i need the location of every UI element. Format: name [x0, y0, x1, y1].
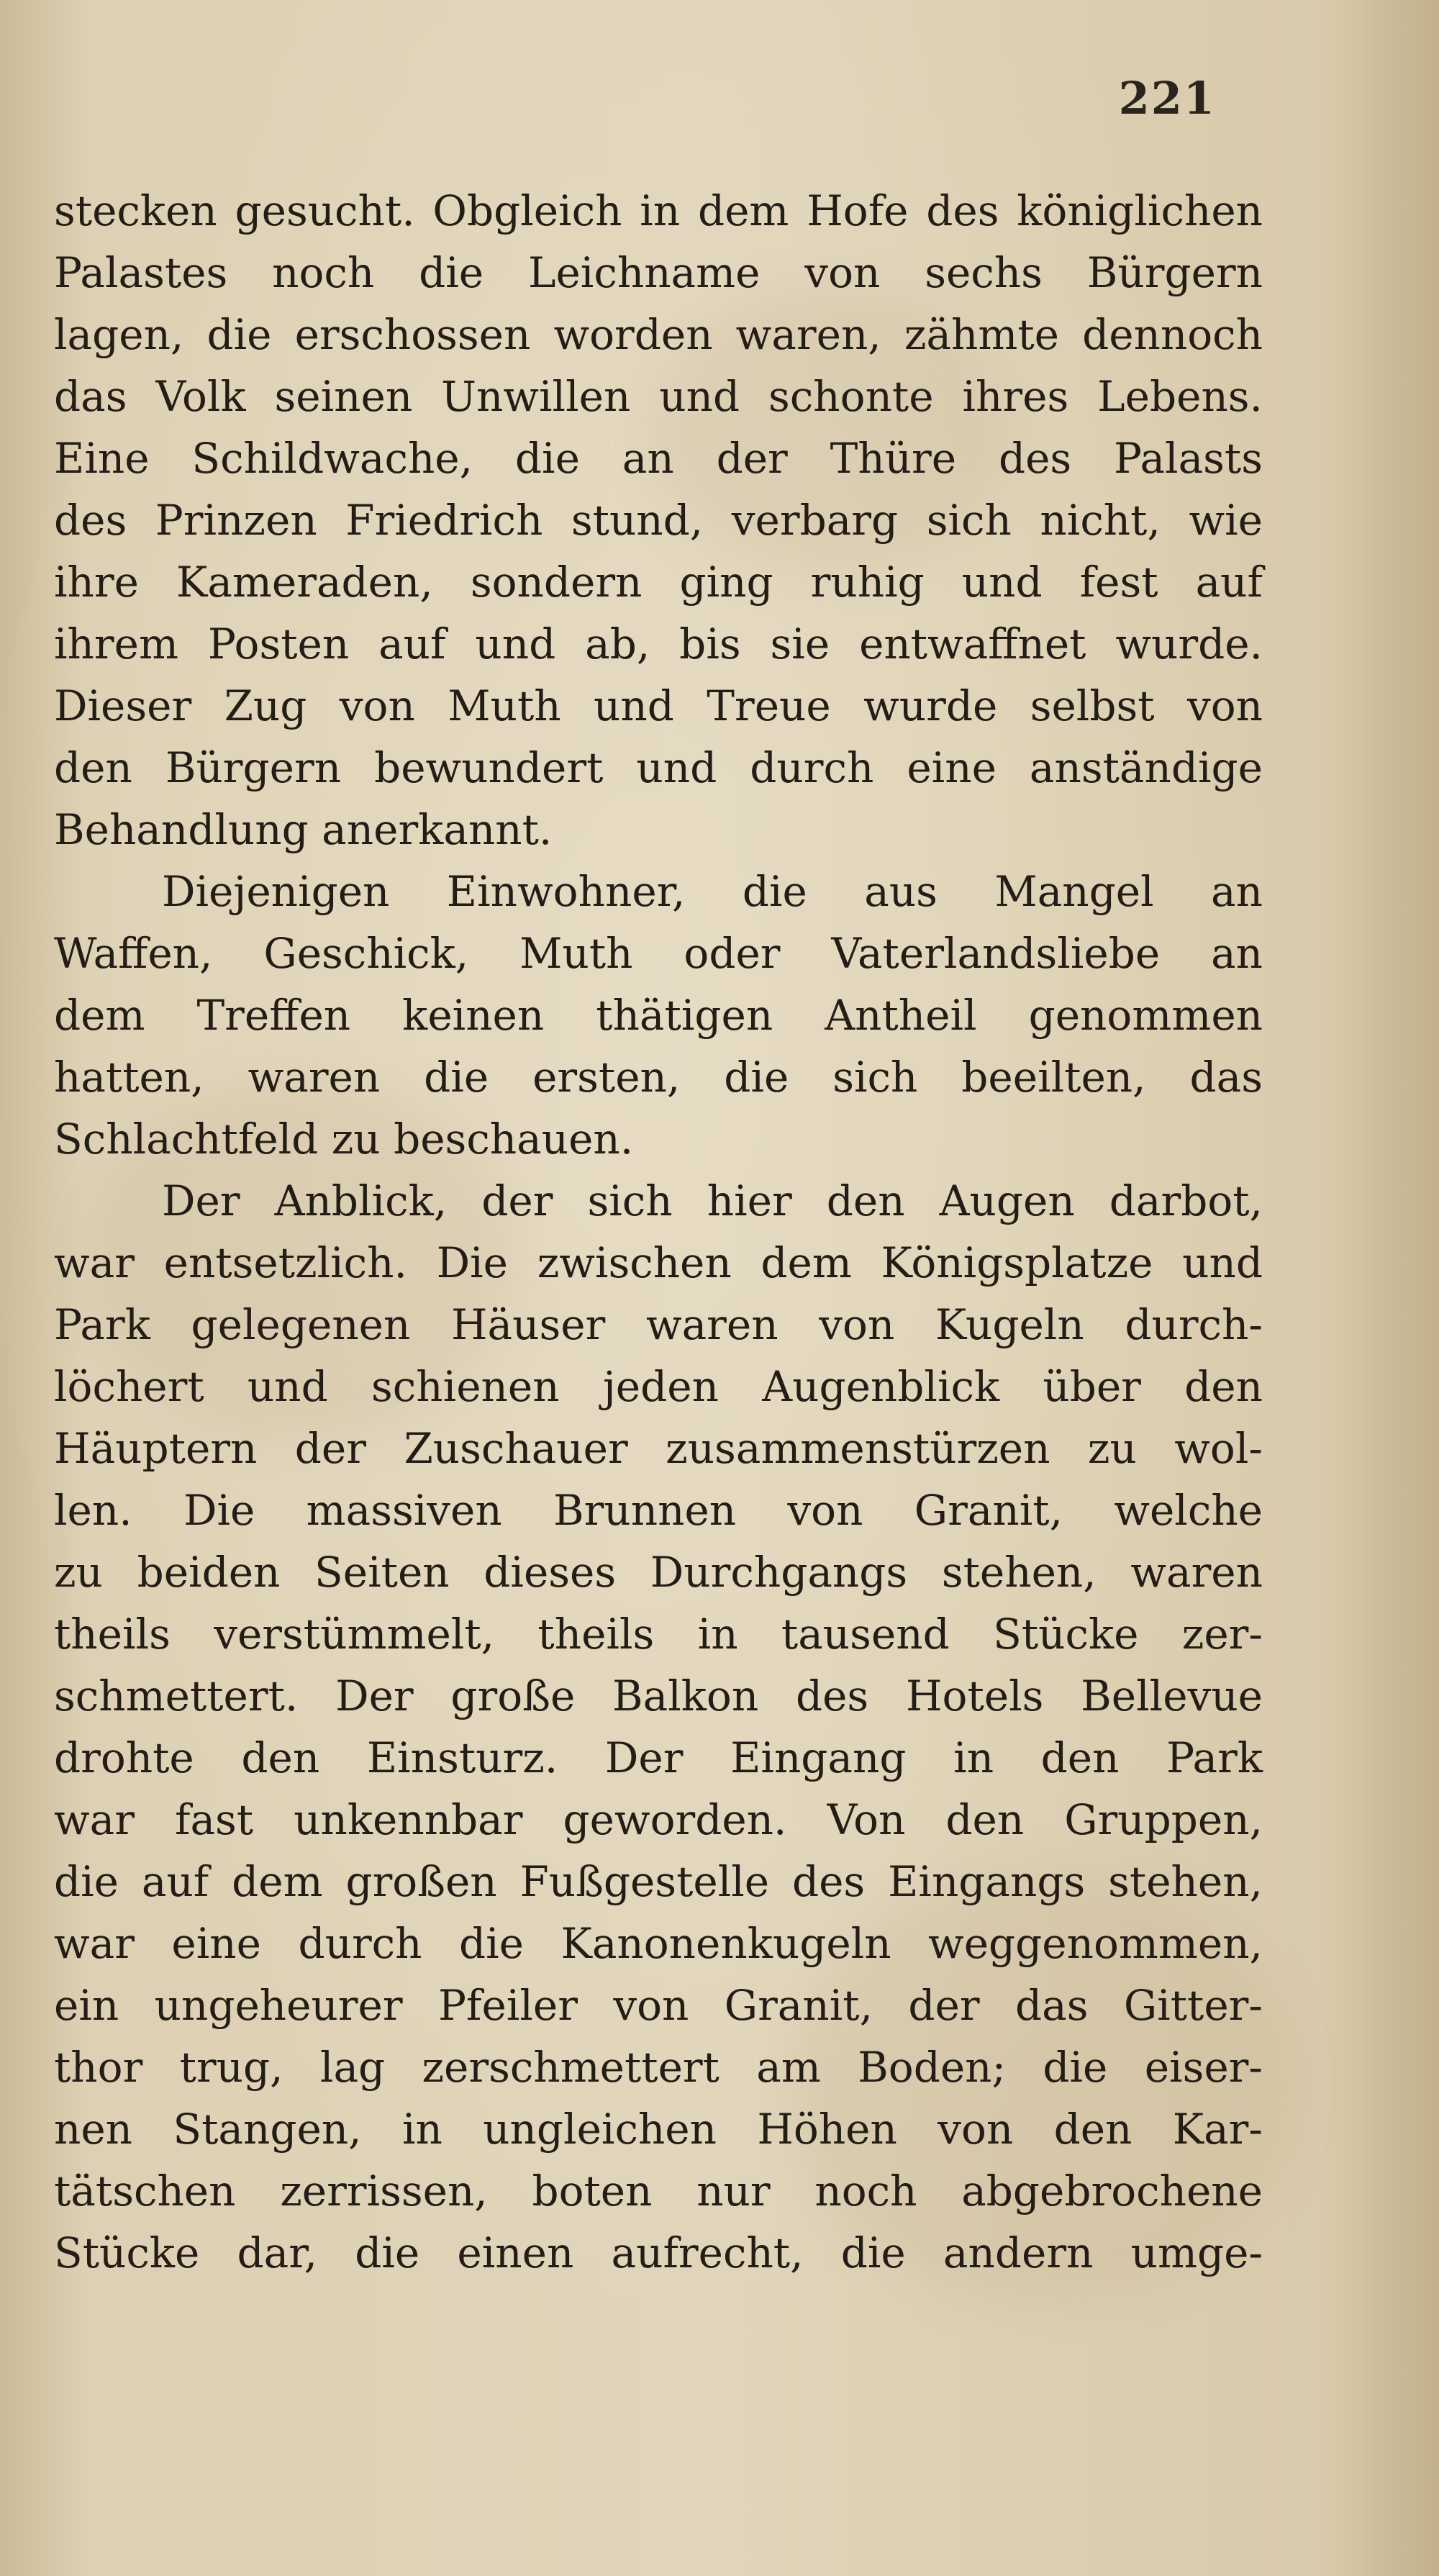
- text-line: Palastes noch die Leichname von sechs Bürgern: [54, 248, 1263, 297]
- text-line: die auf dem großen Fußgestelle des Eingangs stehen,: [54, 1857, 1263, 1906]
- text-line: len. Die massiven Brunnen von Granit, welche: [54, 1486, 1263, 1535]
- text-line: Der Anblick, der sich hier den Augen darbot,: [162, 1176, 1263, 1225]
- text-line: ein ungeheurer Pfeiler von Granit, der das Gitter-: [54, 1981, 1263, 2030]
- text-line: das Volk seinen Unwillen und schonte ihres Lebens.: [54, 372, 1263, 421]
- text-line: Dieser Zug von Muth und Treue wurde selbst von: [54, 681, 1263, 730]
- text-line: war eine durch die Kanonenkugeln weggenommen,: [54, 1919, 1263, 1968]
- text-line: Diejenigen Einwohner, die aus Mangel an: [162, 867, 1263, 916]
- text-line: Park gelegenen Häuser waren von Kugeln durch-: [54, 1300, 1263, 1349]
- page-number: 221: [1118, 72, 1216, 124]
- text-line: nen Stangen, in ungleichen Höhen von den Kar-: [54, 2105, 1263, 2154]
- text-line: zu beiden Seiten dieses Durchgangs stehen, waren: [54, 1548, 1263, 1597]
- text-line: Eine Schildwache, die an der Thüre des Palasts: [54, 434, 1263, 483]
- text-line: ihrem Posten auf und ab, bis sie entwaffnet wurde.: [54, 620, 1263, 668]
- text-line: tätschen zerrissen, boten nur noch abgebrochene: [54, 2167, 1263, 2216]
- text-line: Behandlung anerkannt.: [54, 805, 553, 854]
- text-line: schmettert. Der große Balkon des Hotels Bellevue: [54, 1672, 1263, 1720]
- text-line: war fast unkennbar geworden. Von den Gruppen,: [54, 1795, 1263, 1844]
- text-line: Stücke dar, die einen aufrecht, die andern umge-: [54, 2228, 1263, 2277]
- body-text: [54, 180, 1263, 2284]
- text-line: hatten, waren die ersten, die sich beeilten, das: [54, 1053, 1263, 1102]
- text-line: Schlachtfeld zu beschauen.: [54, 1115, 634, 1164]
- text-line: dem Treffen keinen thätigen Antheil genommen: [54, 991, 1263, 1040]
- text-line: lagen, die erschossen worden waren, zähmte dennoch: [54, 310, 1263, 359]
- text-line: ihre Kameraden, sondern ging ruhig und fest auf: [54, 558, 1263, 607]
- text-line: löchert und schienen jeden Augenblick über den: [54, 1362, 1263, 1411]
- text-line: theils verstümmelt, theils in tausend Stücke zer-: [54, 1610, 1263, 1659]
- text-line: drohte den Einsturz. Der Eingang in den Park: [54, 1733, 1263, 1782]
- text-line: Häuptern der Zuschauer zusammenstürzen zu wol-: [54, 1424, 1263, 1473]
- text-line: des Prinzen Friedrich stund, verbarg sich nicht, wie: [54, 496, 1263, 545]
- text-line: stecken gesucht. Obgleich in dem Hofe des königlichen: [54, 186, 1263, 235]
- text-line: war entsetzlich. Die zwischen dem Königsplatze und: [54, 1238, 1263, 1287]
- text-line: Waffen, Geschick, Muth oder Vaterlandsliebe an: [54, 929, 1263, 978]
- text-line: den Bürgern bewundert und durch eine anständige: [54, 743, 1263, 792]
- text-line: thor trug, lag zerschmettert am Boden; die eiser-: [54, 2043, 1263, 2092]
